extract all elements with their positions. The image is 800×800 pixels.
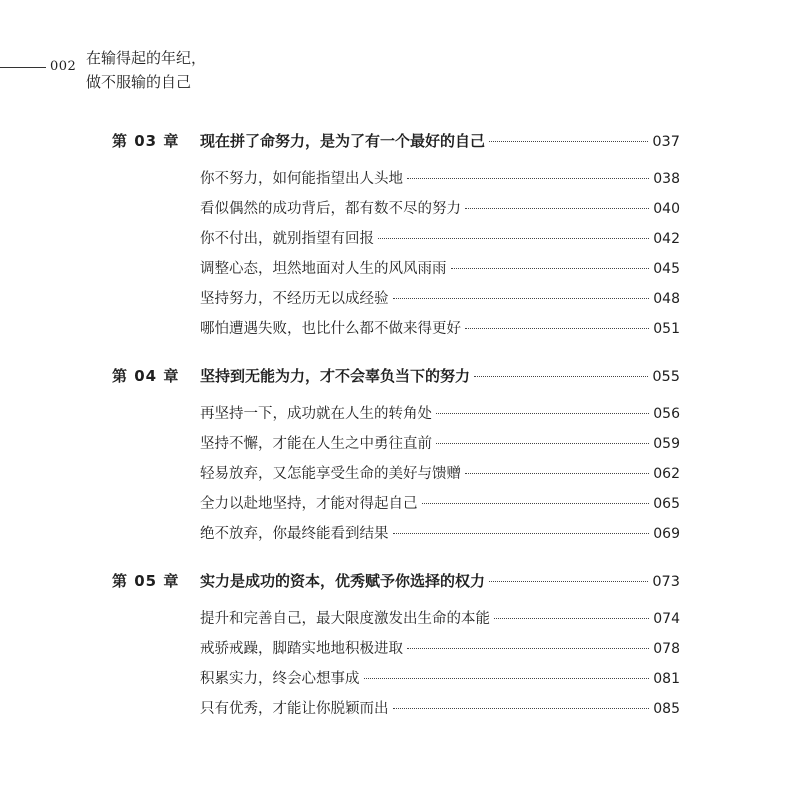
page-number: 002 [50, 59, 77, 74]
toc-entry[interactable] [112, 432, 680, 462]
entry-title: 看似偶然的成功背后，都有数不尽的努力 [200, 201, 461, 217]
entry-page: 085 [653, 701, 680, 717]
entry-page: 062 [653, 466, 680, 482]
entry-title: 调整心态，坦然地面对人生的风风雨雨 [200, 261, 447, 277]
entry-title: 哪怕遭遇失败，也比什么都不做来得更好 [200, 321, 461, 337]
dot-leader [378, 238, 649, 239]
chapter-page: 073 [652, 574, 680, 590]
header-rule [0, 67, 46, 68]
entry-page: 042 [653, 231, 680, 247]
dot-leader [436, 413, 649, 414]
dot-leader [451, 268, 650, 269]
entry-page: 056 [653, 406, 680, 422]
toc-entry[interactable] [112, 402, 680, 432]
toc-entry[interactable] [112, 287, 680, 317]
entry-page: 038 [653, 171, 680, 187]
entry-page: 040 [653, 201, 680, 217]
dot-leader [393, 533, 650, 534]
chapter-04 [112, 365, 680, 552]
entry-title: 戒骄戒躁，脚踏实地地积极进取 [200, 641, 403, 657]
dot-leader [489, 581, 648, 582]
toc-entry[interactable] [112, 257, 680, 287]
entry-title: 积累实力，终会心想事成 [200, 671, 360, 687]
chapter-title: 实力是成功的资本，优秀赋予你选择的权力 [200, 572, 486, 590]
toc-entry[interactable] [112, 667, 680, 697]
entry-title: 坚持努力，不经历无以成经验 [200, 291, 389, 307]
entry-title: 只有优秀，才能让你脱颖而出 [200, 701, 389, 717]
toc-entry[interactable] [112, 317, 680, 347]
chapter-label: 第 04 章 [112, 367, 180, 385]
chapter-heading[interactable] [112, 130, 680, 156]
entry-page: 069 [653, 526, 680, 542]
toc-entry[interactable] [112, 462, 680, 492]
entry-page: 048 [653, 291, 680, 307]
entry-page: 045 [653, 261, 680, 277]
entry-title: 你不付出，就别指望有回报 [200, 231, 374, 247]
chapter-heading[interactable] [112, 570, 680, 596]
dot-leader [465, 208, 649, 209]
chapter-label: 第 05 章 [112, 572, 180, 590]
entry-title: 提升和完善自己，最大限度激发出生命的本能 [200, 611, 490, 627]
toc-entry[interactable] [112, 227, 680, 257]
dot-leader [422, 503, 650, 504]
table-of-contents [112, 130, 680, 745]
entry-title: 坚持不懈，才能在人生之中勇往直前 [200, 436, 432, 452]
toc-entry[interactable] [112, 637, 680, 667]
entry-page: 074 [653, 611, 680, 627]
toc-entry[interactable] [112, 697, 680, 727]
dot-leader [364, 678, 650, 679]
chapter-heading[interactable] [112, 365, 680, 391]
entry-page: 081 [653, 671, 680, 687]
running-title [86, 46, 206, 94]
toc-entry[interactable] [112, 492, 680, 522]
running-title-line-1: 在输得起的年纪， [86, 49, 207, 67]
chapter-title: 现在拼了命努力，是为了有一个最好的自己 [200, 132, 486, 150]
dot-leader [407, 178, 649, 179]
dot-leader [474, 376, 648, 377]
entry-title: 全力以赴地坚持，才能对得起自己 [200, 496, 418, 512]
dot-leader [436, 443, 649, 444]
chapter-label: 第 03 章 [112, 132, 180, 150]
entry-page: 051 [653, 321, 680, 337]
running-title-line-2: 做不服输的自己 [86, 73, 192, 91]
entry-page: 065 [653, 496, 680, 512]
entry-title: 轻易放弃，又怎能享受生命的美好与馈赠 [200, 466, 461, 482]
entry-page: 078 [653, 641, 680, 657]
dot-leader [407, 648, 649, 649]
chapter-title: 坚持到无能为力，才不会辜负当下的努力 [200, 367, 471, 385]
dot-leader [465, 473, 649, 474]
dot-leader [489, 141, 648, 142]
chapter-05 [112, 570, 680, 727]
dot-leader [465, 328, 649, 329]
toc-entry[interactable] [112, 607, 680, 637]
entry-title: 再坚持一下，成功就在人生的转角处 [200, 406, 432, 422]
dot-leader [393, 298, 650, 299]
chapter-page: 055 [652, 369, 680, 385]
toc-entry[interactable] [112, 522, 680, 552]
chapter-page: 037 [652, 134, 680, 150]
entry-title: 你不努力，如何能指望出人头地 [200, 171, 403, 187]
toc-entry[interactable] [112, 167, 680, 197]
dot-leader [393, 708, 650, 709]
entry-title: 绝不放弃，你最终能看到结果 [200, 526, 389, 542]
dot-leader [494, 618, 649, 619]
toc-entry[interactable] [112, 197, 680, 227]
chapter-03 [112, 130, 680, 347]
entry-page: 059 [653, 436, 680, 452]
